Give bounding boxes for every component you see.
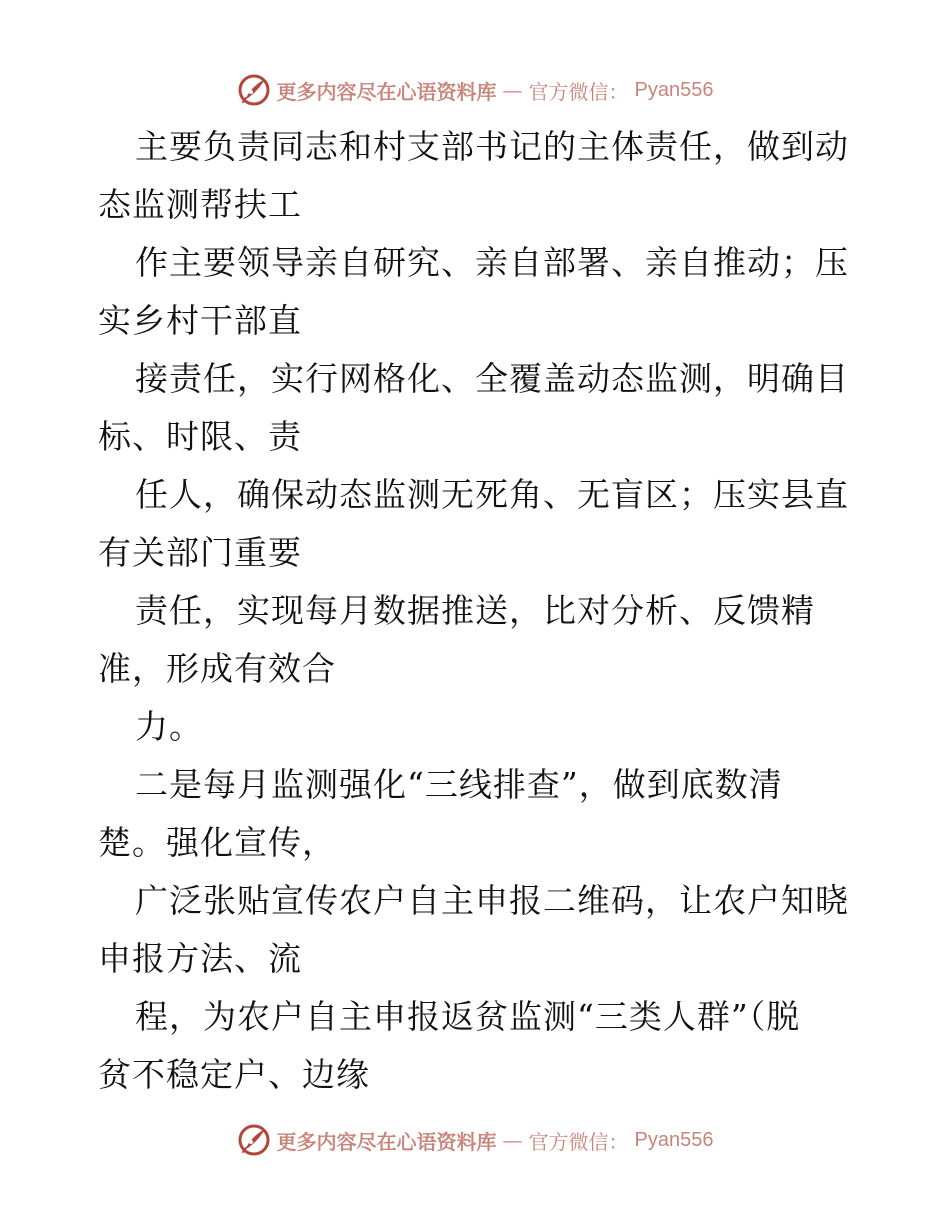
quill-pen-logo-icon [237,1123,271,1157]
text-line: 责任，实现每月数据推送，比对分析、反馈精 [135,591,815,630]
watermark-official-label: 官方微信： [528,79,629,104]
document-body [98,118,858,1104]
text-line: 力。 [135,707,203,746]
watermark-site-text: 更多内容尽在心语资料库 [276,79,497,104]
watermark-account-id: Pyan556 [634,78,714,101]
watermark-site-text: 更多内容尽在心语资料库 [276,1129,497,1154]
text-line: 任人，确保动态监测无死角、无盲区；压实县直 [135,475,849,514]
watermark-official-label: 官方微信： [528,1129,629,1154]
watermark-separator: — [502,78,523,102]
text-line: 接责任，实行网格化、全覆盖动态监测，明确目 [135,359,849,398]
text-line: 广泛张贴宣传农户自主申报二维码，让农户知晓 [135,881,849,920]
text-line: 态监测帮扶工 [98,185,302,224]
watermark-account-id: Pyan556 [634,1128,714,1151]
quill-pen-logo-icon [237,73,271,107]
footer-watermark [0,1120,950,1160]
text-line: 贫不稳定户、边缘 [98,1055,370,1094]
header-watermark [0,70,950,110]
text-line: 准，形成有效合 [98,649,336,688]
text-line: 程，为农户自主申报返贫监测“三类人群”（脱 [135,997,801,1036]
text-line: 主要负责同志和村支部书记的主体责任，做到动 [135,127,849,166]
text-line: 作主要领导亲自研究、亲自部署、亲自推动；压 [135,243,849,282]
text-line: 二是每月监测强化“三线排查”，做到底数清 [135,765,783,804]
text-line: 有关部门重要 [98,533,302,572]
watermark-separator: — [502,1128,523,1152]
text-line: 标、时限、责 [98,417,302,456]
text-line: 实乡村干部直 [98,301,302,340]
text-line: 楚。强化宣传， [98,823,336,862]
text-line: 申报方法、流 [98,939,302,978]
